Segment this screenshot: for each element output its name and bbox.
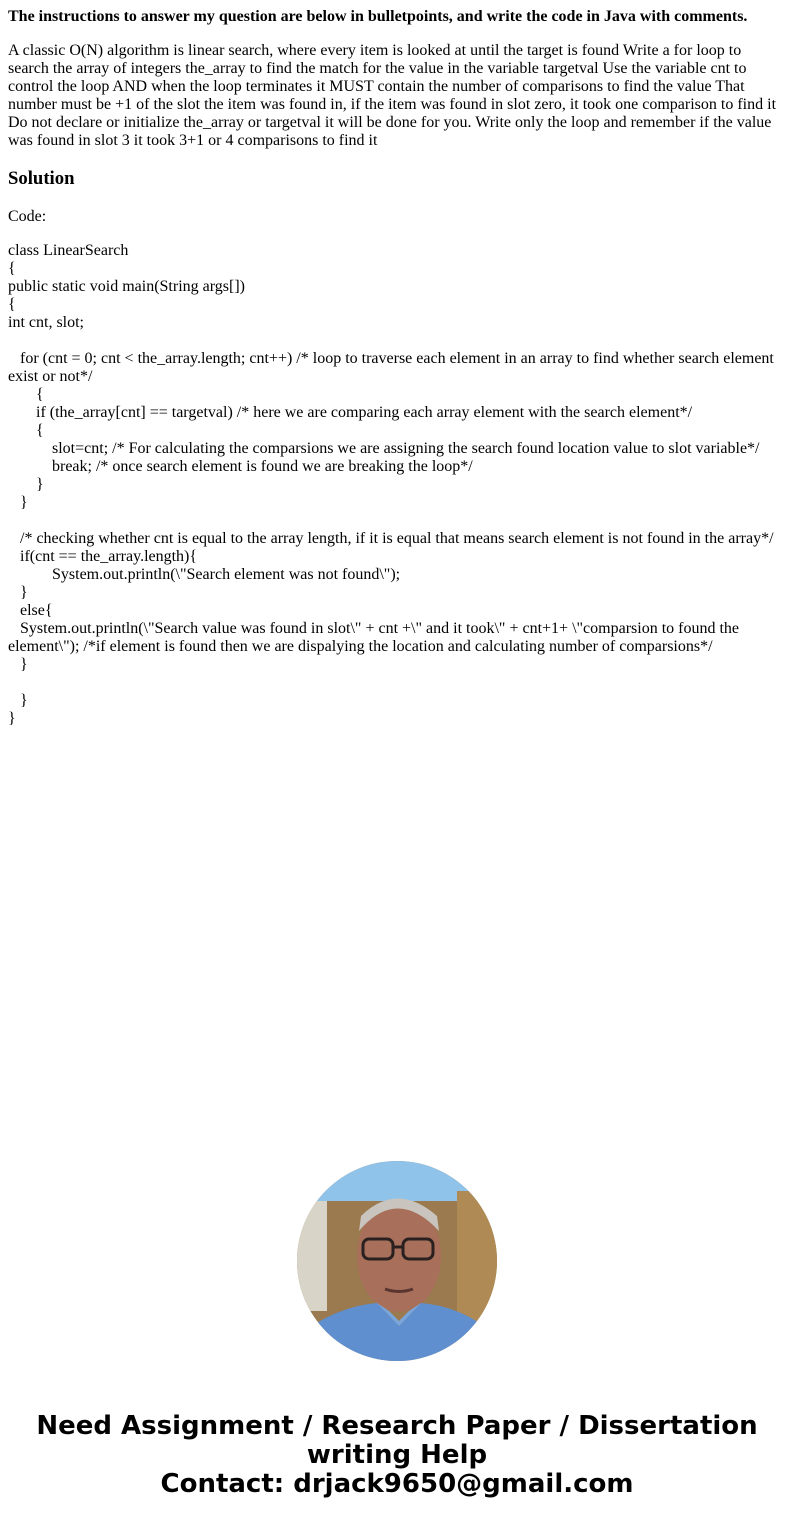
code-block: class LinearSearch { public static void main(String args[]) { int cnt, slot; for (cnt = 0; cnt < the_array.length; cnt++) /* loop to traverse each element in an array to find whether search element exist or not*/ { if (the_array[cnt] == targetval) /* here we are comparing each array element with the search element*/ { slot=cnt; /* For calculating the comparsions we are assigning the search found location value to slot variable*/ break; /* once search element is found we are breaking the loop*/ } } /* checking whether cnt is equal to the array length, if it is equal that means search element is not found in the array*/ if(cnt == the_array.length){ System.out.println(\"Search element was not found\"); } else{ System.out.println(\"Search value was found in slot\" + cnt +\" and it took\" + cnt+1+ \"comparsion to found the element\"); /*if element is found then we are dispalying the location and calculating number of comparsions*/ } } } <box>8 242 774 727</box>
footer-contact-text: Contact: drjack9650@gmail.com <box>160 1469 634 1499</box>
question-body: A classic O(N) algorithm is linear search, where every item is looked at until the target is found Write a for loop to search the array of integers the_array to find the match for the value in the variable targetval Use the variable cnt to control the loop AND when the loop terminates it MUST contain the number of comparisons to find the value That number must be +1 of the slot the item was found in, if the item was found in slot zero, it took one comparison to find it Do not declare or initialize the_array or targetval it will be done for you. Write only the loop and remember if the value was found in slot 3 it took 3+1 or 4 comparisons to find it <box>8 42 777 149</box>
solution-heading: Solution <box>8 168 75 189</box>
author-avatar <box>297 1161 497 1361</box>
question-title: The instructions to answer my question are below in bulletpoints, and write the code in Java with comments. <box>8 8 748 25</box>
document <box>0 8 794 728</box>
code-label: Code: <box>8 208 47 225</box>
contact-footer <box>0 1412 794 1499</box>
footer-help-text: Need Assignment / Research Paper / Dissertation writing Help <box>36 1411 758 1470</box>
